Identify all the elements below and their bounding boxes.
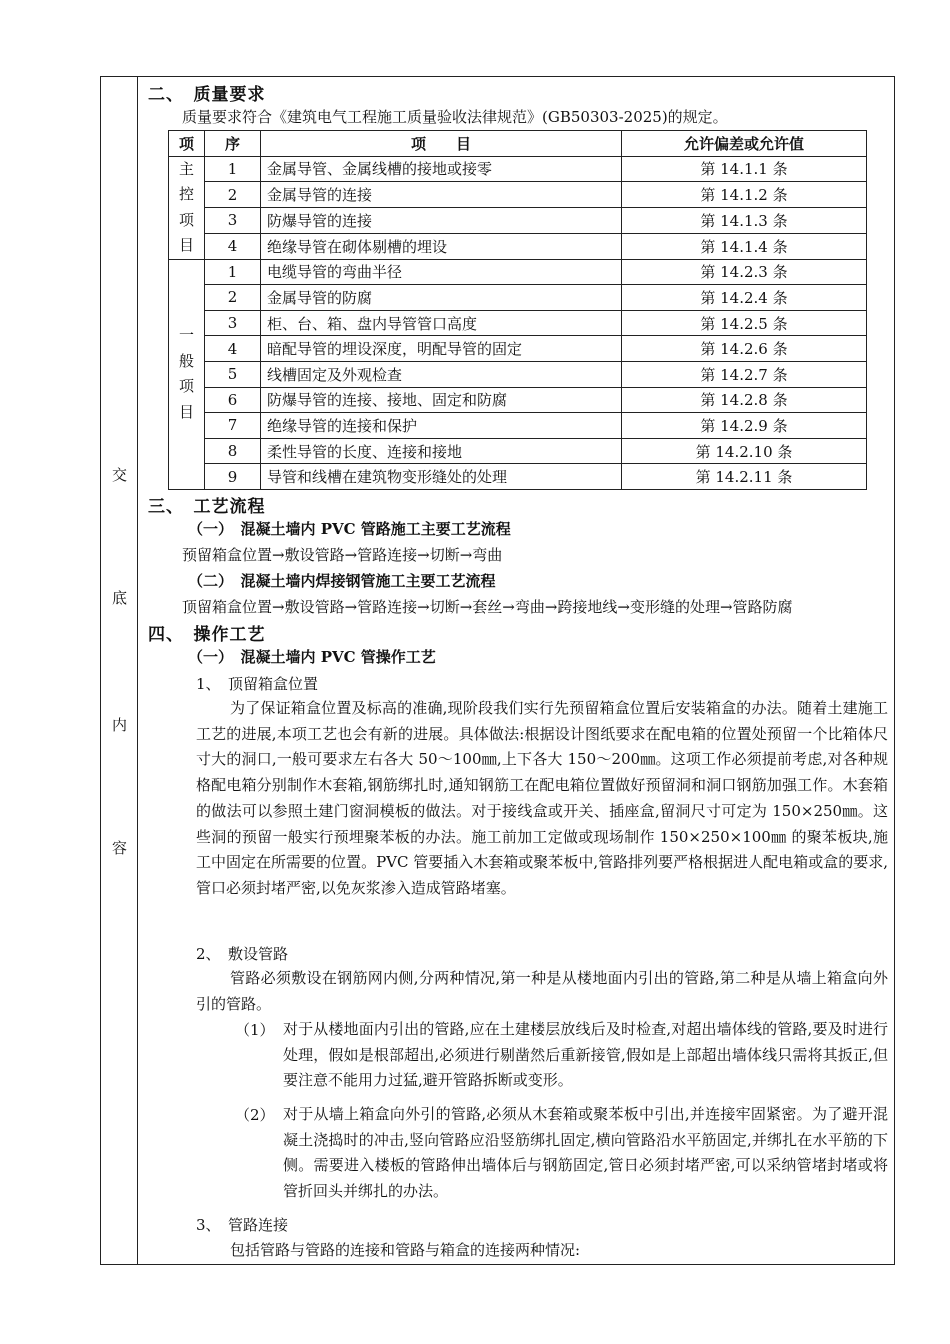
content-area	[138, 77, 894, 1264]
quality-intro: 质量要求符合《建筑电气工程施工质量验收法律规范》(GB50303-2025)的规定。	[182, 108, 728, 126]
document-frame	[100, 76, 895, 1265]
item3-paragraph: 包括管路与管路的连接和管路与箱盒的连接两种情况:	[230, 1241, 581, 1259]
process-sub2-title: （二） 混凝土墙内焊接钢管施工主要工艺流程	[188, 572, 496, 590]
side-label-char: 底	[111, 589, 127, 607]
row-value: 第 14.2.3 条	[622, 259, 867, 285]
table-row	[169, 336, 867, 362]
item2-sub1-text: 对于从楼地面内引出的管路,应在土建楼层放线后及时检查,对超出墙体线的管路,要及时进行处理，假如是根部超出,必须进行剔凿然后重新接管,假如是上部超出墙体线只需将其扳正,但要注意不能用力过猛,避开管路拆断或变形。	[283, 1020, 888, 1090]
table-header-row	[169, 131, 867, 157]
row-value: 第 14.2.11 条	[622, 464, 867, 490]
process-sub2-flow: 顶留箱盒位置→敷设管路→管路连接→切断→套丝→弯曲→跨接地线→变形缝的处理→管路防腐	[182, 598, 793, 616]
quality-table	[168, 130, 867, 490]
row-no: 5	[205, 361, 261, 387]
row-item: 柜、台、箱、盘内导管管口高度	[261, 310, 622, 336]
row-no: 2	[205, 182, 261, 208]
row-value: 第 14.2.4 条	[622, 285, 867, 311]
side-label-char: 容	[111, 839, 127, 857]
row-item: 绝缘导管的连接和保护	[261, 413, 622, 439]
section-heading-operation: 四、 操作工艺	[148, 625, 266, 645]
row-item: 金属导管的连接	[261, 182, 622, 208]
row-value: 第 14.2.6 条	[622, 336, 867, 362]
group-label-main-control: 主 控 项 目	[169, 156, 205, 259]
item1-title: 1、 顶留箱盒位置	[196, 675, 319, 693]
item2-paragraph: 管路必须敷设在钢筋网内侧,分两种情况,第一种是从楼地面内引出的管路,第二种是从墙上箱盒向外引的管路。	[196, 969, 888, 1013]
row-item: 防爆导管的连接	[261, 208, 622, 234]
table-row	[169, 413, 867, 439]
table-row	[169, 310, 867, 336]
row-item: 线槽固定及外观检查	[261, 361, 622, 387]
side-label-char: 内	[111, 716, 127, 734]
item3-title: 3、 管路连接	[196, 1216, 289, 1234]
row-item: 电缆导管的弯曲半径	[261, 259, 622, 285]
row-item: 金属导管、金属线槽的接地或接零	[261, 156, 622, 182]
item1-paragraph: 为了保证箱盒位置及标高的准确,现阶段我们实行先预留箱盒位置后安装箱盒的办法。随着土建施工工艺的进展,本项工艺也会有新的进展。具体做法:根据设计图纸要求在配电箱的位置处预留一个比箱体尺寸大的洞口,一般可要求左右各大 50～100㎜,上下各大 150～200㎜。这项工作必须提前考虑,对各种规格配电箱分别制作木套箱,钢筋绑扎时,通知钢筋工在配电箱位置做好预留洞和洞口钢筋加强工作。木套箱的做法可以参照土建门窗洞模板的做法。对于接线盒或开关、插座盒,留洞尺寸可定为 150×250㎜。这些洞的预留一般实行预埋聚苯板的办法。施工前加工定做或现场制作 150×250×100㎜ 的聚苯板块,施工中固定在所需要的位置。PVC 管要插入木套箱或聚苯板中,管路排列要严格根据进人配电箱或盒的要求,管口必须封堵严密,以免灰浆渗入造成管路堵塞。	[196, 699, 888, 897]
table-row	[169, 233, 867, 259]
row-item: 金属导管的防腐	[261, 285, 622, 311]
row-value: 第 14.1.3 条	[622, 208, 867, 234]
header-value: 允许偏差或允许值	[622, 131, 867, 157]
side-label-column	[101, 77, 138, 1264]
table-row	[169, 361, 867, 387]
row-value: 第 14.1.1 条	[622, 156, 867, 182]
row-no: 9	[205, 464, 261, 490]
item2-sub1-number: （1）	[235, 1021, 275, 1039]
row-no: 4	[205, 233, 261, 259]
table-row	[169, 182, 867, 208]
table-row	[169, 285, 867, 311]
row-no: 1	[205, 156, 261, 182]
table-row	[169, 387, 867, 413]
row-no: 4	[205, 336, 261, 362]
header-no: 序	[205, 131, 261, 157]
item2-sub2-number: （2）	[235, 1106, 275, 1124]
row-no: 3	[205, 208, 261, 234]
row-value: 第 14.1.2 条	[622, 182, 867, 208]
row-item: 导管和线槽在建筑物变形缝处的处理	[261, 464, 622, 490]
row-no: 1	[205, 259, 261, 285]
row-value: 第 14.2.10 条	[622, 438, 867, 464]
row-no: 6	[205, 387, 261, 413]
item2-sub2-text: 对于从墙上箱盒向外引的管路,必须从木套箱或聚苯板中引出,并连接牢固紧密。为了避开混凝土浇捣时的冲击,竖向管路应沿竖筋绑扎固定,横向管路沿水平筋固定,并绑扎在水平筋的下侧。需要进入楼板的管路伸出墙体后与钢筋固定,管日必须封堵严密,可以采纳管堵封堵或将管折回头并绑扎的办法。	[283, 1105, 888, 1201]
row-value: 第 14.1.4 条	[622, 233, 867, 259]
row-value: 第 14.2.8 条	[622, 387, 867, 413]
table-row	[169, 259, 867, 285]
row-item: 柔性导管的长度、连接和接地	[261, 438, 622, 464]
item2-title: 2、 敷设管路	[196, 945, 289, 963]
side-label-char: 交	[111, 466, 127, 484]
table-row	[169, 208, 867, 234]
row-no: 7	[205, 413, 261, 439]
row-value: 第 14.2.7 条	[622, 361, 867, 387]
table-row	[169, 156, 867, 182]
table-row	[169, 438, 867, 464]
row-value: 第 14.2.9 条	[622, 413, 867, 439]
header-item: 项 目	[261, 131, 622, 157]
table-row	[169, 464, 867, 490]
row-no: 8	[205, 438, 261, 464]
row-item: 暗配导管的埋设深度，明配导管的固定	[261, 336, 622, 362]
row-no: 2	[205, 285, 261, 311]
row-item: 防爆导管的连接、接地、固定和防腐	[261, 387, 622, 413]
process-sub1-flow: 预留箱盒位置→敷设管路→管路连接→切断→弯曲	[182, 546, 503, 564]
section-heading-process: 三、 工艺流程	[148, 497, 266, 517]
row-value: 第 14.2.5 条	[622, 310, 867, 336]
process-sub1-title: （一） 混凝土墙内 PVC 管路施工主要工艺流程	[188, 520, 511, 538]
row-no: 3	[205, 310, 261, 336]
operation-sub1-title: （一） 混凝土墙内 PVC 管操作工艺	[188, 648, 436, 666]
section-heading-quality: 二、 质量要求	[148, 85, 266, 105]
group-label-general: 一 般 项 目	[169, 259, 205, 489]
header-category: 项	[169, 131, 205, 157]
row-item: 绝缘导管在砌体剔槽的埋设	[261, 233, 622, 259]
